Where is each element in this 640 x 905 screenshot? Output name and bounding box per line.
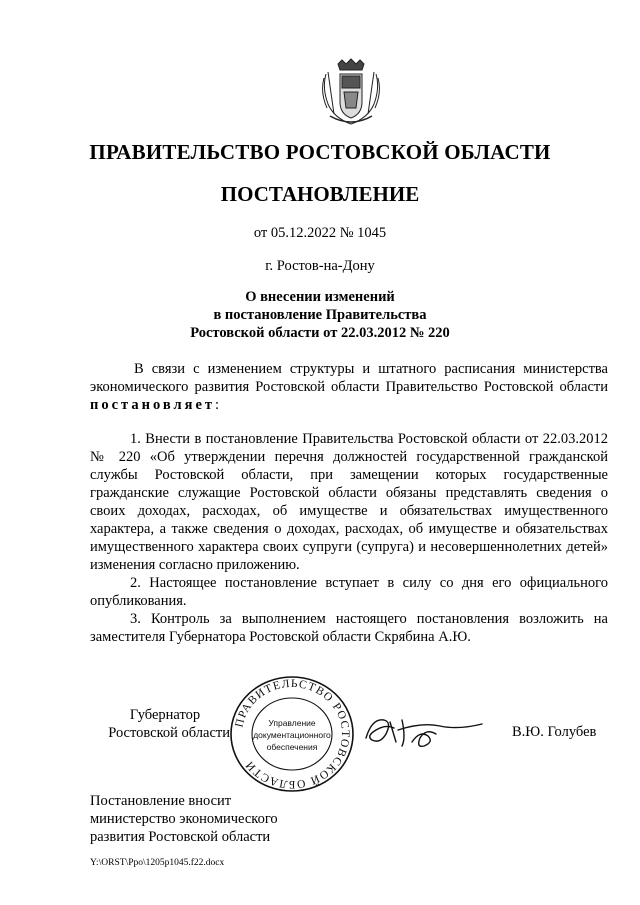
- submitted-line-3: развития Ростовской области: [90, 829, 271, 845]
- resolution-item-1: 1. Внести в постановление Правительства Ростовской области от 22.03.2012 № 220 «Об утверждении перечня должностей государственной гражданской службы Ростовской области, при замещении которых государственные гражданские служащие Ростовской области обязаны представлять сведения о своих доходах, расходах, об имуществе и обязательствах имущественного характера, а также сведения о доходах, расходах, об имуществе и обязательствах имущественного характера своих супруги (супруга) и несовершеннолетних детей» изменения согласно приложению.: [90, 431, 608, 573]
- document-subject: [0, 288, 640, 342]
- signatory-title: [90, 706, 230, 742]
- stamp-inner-line-3: обеспечения: [266, 742, 318, 752]
- submitted-by-block: [90, 792, 310, 846]
- coat-of-arms-icon: [318, 58, 384, 128]
- subject-line-3: Ростовской области от 22.03.2012 № 220: [190, 325, 450, 341]
- intro-verb: постановляет: [90, 397, 216, 413]
- stamp-inner-line-1: Управление: [268, 718, 316, 728]
- signatory-title-line-1: Губернатор: [129, 707, 201, 723]
- resolution-item-3: 3. Контроль за выполнением настоящего постановления возложить на заместителя Губернатора Ростовской области Скрябина А.Ю.: [90, 611, 608, 645]
- submitted-line-1: Постановление вносит: [90, 793, 232, 809]
- subject-line-2: в постановление Правительства: [213, 307, 427, 323]
- official-stamp: [228, 674, 356, 794]
- stamp-inner-line-2: документационного: [253, 730, 331, 740]
- handwritten-signature: [362, 708, 492, 756]
- resolution-item-2: 2. Настоящее постановление вступает в силу со дня его официального опубликования.: [90, 575, 608, 609]
- document-city: г. Ростов-на-Дону: [265, 258, 375, 274]
- document-date-number: от 05.12.2022 № 1045: [253, 225, 387, 241]
- resolution-items: [90, 430, 608, 646]
- intro-end: :: [215, 397, 220, 413]
- submitted-line-2: министерство экономического: [90, 811, 278, 827]
- intro-paragraph: [90, 360, 608, 414]
- subject-line-1: О внесении изменений: [245, 289, 395, 305]
- signatory-title-line-2: Ростовской области: [108, 725, 230, 741]
- stamp-ring-text: ПРАВИТЕЛЬСТВО РОСТОВСКОЙ ОБЛАСТИ: [233, 677, 352, 791]
- intro-text: В связи с изменением структуры и штатного расписания министерства экономического развития Ростовской области Правительство Ростовской области: [90, 361, 608, 395]
- signatory-name: В.Ю. Голубев: [512, 724, 597, 740]
- file-path: Y:\ORST\Ppo\1205p1045.f22.docx: [90, 858, 225, 868]
- document-type: ПОСТАНОВЛЕНИЕ: [220, 182, 420, 206]
- government-title: ПРАВИТЕЛЬСТВО РОСТОВСКОЙ ОБЛАСТИ: [89, 140, 551, 164]
